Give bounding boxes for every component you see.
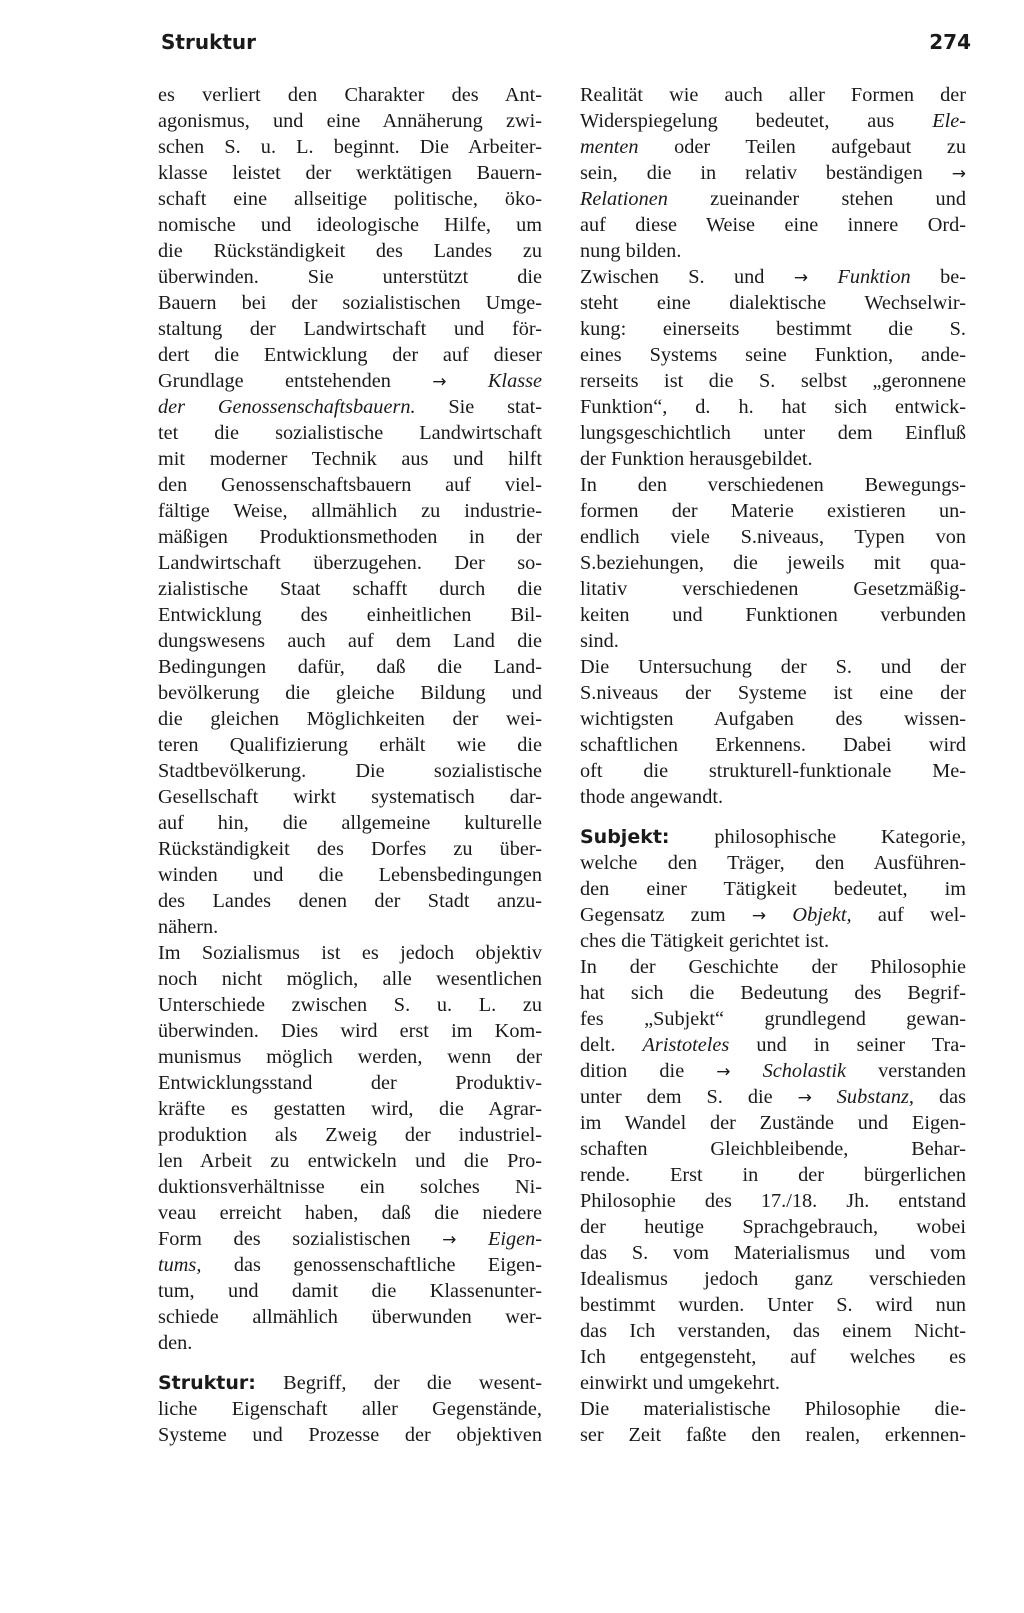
text-line — [580, 446, 966, 472]
text-line — [158, 628, 542, 654]
line-text: mäßigen Produktionsmethoden in der — [158, 526, 542, 548]
text-line — [158, 732, 542, 758]
italic-term: Relationen — [580, 188, 668, 210]
text-line — [580, 420, 966, 446]
text-line — [158, 498, 542, 524]
text-line — [580, 954, 966, 980]
text-line — [580, 82, 966, 108]
text-line — [158, 212, 542, 238]
line-text: lungsgeschichtlich unter dem Einfluß — [580, 422, 966, 444]
line-text: In der Geschichte der Philosophie — [580, 956, 966, 978]
text-line — [580, 1422, 966, 1448]
line-text: Sie stat- — [448, 396, 543, 418]
text-line — [158, 940, 542, 966]
text-line — [158, 992, 542, 1018]
text-line — [580, 186, 966, 212]
text-line — [158, 134, 542, 160]
text-line — [580, 1396, 966, 1422]
line-text: auf hin, die allgemeine kulturelle — [158, 812, 542, 834]
line-text: bestimmt wurden. Unter S. wird nun — [580, 1294, 966, 1316]
line-text: Landwirtschaft überzugehen. Der so- — [158, 552, 542, 574]
line-text: die gleichen Möglichkeiten der wei- — [158, 708, 542, 730]
line-text: winden und die Lebensbedingungen — [158, 864, 542, 886]
text-line — [158, 1096, 542, 1122]
line-text-tail: auf wel- — [877, 904, 967, 926]
cross-reference-arrow-icon: → — [793, 268, 809, 288]
text-line — [158, 810, 542, 836]
line-text: delt. — [580, 1034, 616, 1056]
text-line — [580, 238, 966, 264]
text-line — [580, 928, 966, 954]
line-text: eines Systems seine Funktion, ande- — [580, 344, 966, 366]
page-number: 274 — [929, 30, 971, 54]
text-line — [580, 1318, 966, 1344]
line-text-tail: verstanden — [878, 1060, 966, 1082]
text-line — [158, 784, 542, 810]
line-text: veau erreicht haben, daß die niedere — [158, 1202, 542, 1224]
italic-term: Objekt, — [792, 904, 852, 926]
running-head: Struktur — [161, 30, 257, 54]
line-text: fältige Weise, allmählich zu industrie- — [158, 500, 542, 522]
line-text: Realität wie auch aller Formen der — [580, 84, 966, 106]
line-text: litativ verschiedenen Gesetzmäßig- — [580, 578, 966, 600]
line-text: Bedingungen dafür, daß die Land- — [158, 656, 542, 678]
line-text: Form des sozialistischen — [158, 1228, 411, 1250]
text-line — [158, 1396, 542, 1422]
text-line — [580, 1214, 966, 1240]
italic-term: Substanz, — [836, 1086, 914, 1108]
line-text: fes „Subjekt“ grundlegend gewan- — [580, 1008, 966, 1030]
entry-gap — [580, 810, 966, 824]
text-line — [158, 238, 542, 264]
text-line — [580, 824, 966, 850]
text-line — [580, 1110, 966, 1136]
text-line — [158, 1044, 542, 1070]
text-line — [580, 160, 966, 186]
cross-reference-arrow-icon: → — [751, 906, 767, 926]
text-line — [580, 980, 966, 1006]
text-line — [158, 1148, 542, 1174]
line-text: schaftlichen Erkennens. Dabei wird — [580, 734, 966, 756]
text-line — [158, 1018, 542, 1044]
line-text: im Wandel der Zustände und Eigen- — [580, 1112, 966, 1134]
line-text: S.beziehungen, die jeweils mit qua- — [580, 552, 966, 574]
line-text: Stadtbevölkerung. Die sozialistische — [158, 760, 542, 782]
line-text: Die Untersuchung der S. und der — [580, 656, 966, 678]
cross-reference-arrow-icon: → — [797, 1088, 812, 1108]
text-line — [580, 264, 966, 290]
line-text: Idealismus jedoch ganz verschieden — [580, 1268, 966, 1290]
italic-term: Eigen- — [487, 1228, 542, 1250]
line-text-tail: be- — [940, 266, 967, 288]
text-line — [580, 628, 966, 654]
text-line — [580, 498, 966, 524]
line-text: duktionsverhältnisse ein solches Ni- — [158, 1176, 542, 1198]
text-line — [580, 550, 966, 576]
text-line — [580, 758, 966, 784]
line-text: schiede allmählich überwunden wer- — [158, 1306, 542, 1328]
text-line — [580, 1032, 966, 1058]
text-line — [158, 966, 542, 992]
line-text: klasse leistet der werktätigen Bauern- — [158, 162, 542, 184]
line-text: staltung der Landwirtschaft und för- — [158, 318, 542, 340]
line-text: ches die Tätigkeit gerichtet ist. — [580, 930, 830, 952]
line-text: oft die strukturell-funktionale Me- — [580, 760, 966, 782]
line-text: keiten und Funktionen verbunden — [580, 604, 966, 626]
line-text: tet die sozialistische Landwirtschaft — [158, 422, 542, 444]
text-line — [158, 1370, 542, 1396]
text-line — [580, 602, 966, 628]
text-line — [580, 342, 966, 368]
italic-term: Aristoteles — [642, 1034, 730, 1056]
text-line — [580, 680, 966, 706]
text-line — [580, 1084, 966, 1110]
line-text: Gegensatz zum — [580, 904, 726, 926]
line-text: S.niveaus der Systeme ist eine der — [580, 682, 966, 704]
line-text: endlich viele S.niveaus, Typen von — [580, 526, 966, 548]
line-text-tail: und in seiner Tra- — [756, 1034, 966, 1056]
line-text: welche den Träger, den Ausführen- — [580, 852, 966, 874]
line-text: munismus möglich werden, wenn der — [158, 1046, 542, 1068]
text-line — [580, 1370, 966, 1396]
line-text: der heutige Sprachgebrauch, wobei — [580, 1216, 966, 1238]
text-line — [580, 394, 966, 420]
line-text: thode angewandt. — [580, 786, 724, 808]
cross-reference-arrow-icon: → — [442, 1230, 457, 1250]
text-line — [580, 1006, 966, 1032]
right-column — [580, 82, 966, 1448]
text-line — [580, 732, 966, 758]
italic-term: Funktion — [837, 266, 911, 288]
line-text: unter dem S. die — [580, 1086, 773, 1108]
text-line — [158, 1330, 542, 1356]
text-line — [580, 1292, 966, 1318]
line-text: dert die Entwicklung der auf dieser — [158, 344, 542, 366]
line-text: dition die — [580, 1060, 685, 1082]
entry-headword: Struktur: — [158, 1372, 256, 1394]
text-line — [158, 550, 542, 576]
text-line — [158, 706, 542, 732]
text-line — [580, 290, 966, 316]
line-text: Entwicklung des einheitlichen Bil- — [158, 604, 542, 626]
text-line — [580, 876, 966, 902]
line-text: Entwicklungsstand der Produktiv- — [158, 1072, 542, 1094]
text-line — [580, 902, 966, 928]
line-text: oder Teilen aufgebaut zu — [674, 136, 966, 158]
line-text: liche Eigenschaft aller Gegenstände, — [158, 1398, 542, 1420]
line-text: rerseits ist die S. selbst „geronnene — [580, 370, 966, 392]
text-line — [158, 290, 542, 316]
text-line — [158, 1252, 542, 1278]
text-line — [580, 784, 966, 810]
page-header — [161, 30, 971, 66]
text-line — [580, 134, 966, 160]
text-line — [158, 680, 542, 706]
text-line — [580, 1058, 966, 1084]
text-line — [158, 1200, 542, 1226]
italic-term: der Genossenschaftsbauern. — [158, 396, 416, 418]
line-text: Im Sozialismus ist es jedoch objektiv — [158, 942, 542, 964]
line-text: Ich entgegensteht, auf welches es — [580, 1346, 966, 1368]
entry-headword: Subjekt: — [580, 826, 670, 848]
cross-reference-arrow-icon: → — [951, 164, 967, 184]
text-line — [580, 368, 966, 394]
text-line — [158, 446, 542, 472]
line-text: Zwischen S. und — [580, 266, 765, 288]
line-text: philosophische Kategorie, — [714, 826, 966, 848]
line-text: dungswesens auch auf dem Land die — [158, 630, 542, 652]
line-text: sein, die in relativ beständigen — [580, 162, 923, 184]
line-text: das genossenschaftliche Eigen- — [233, 1254, 542, 1276]
line-text: Funktion“, d. h. hat sich entwick- — [580, 396, 966, 418]
text-line — [580, 1344, 966, 1370]
text-line — [158, 472, 542, 498]
text-line — [158, 1122, 542, 1148]
text-line — [158, 1278, 542, 1304]
italic-term: Ele- — [932, 110, 966, 132]
line-text: schaft eine allseitige politische, öko- — [158, 188, 542, 210]
text-line — [158, 108, 542, 134]
text-line — [580, 1240, 966, 1266]
line-text-tail: das — [938, 1086, 966, 1108]
text-line — [158, 914, 542, 940]
text-line — [580, 1266, 966, 1292]
line-text: den einer Tätigkeit bedeutet, im — [580, 878, 966, 900]
line-text: die Rückständigkeit des Landes zu — [158, 240, 542, 262]
line-text: formen der Materie existieren un- — [580, 500, 966, 522]
text-line — [580, 108, 966, 134]
line-text: bevölkerung die gleiche Bildung und — [158, 682, 542, 704]
text-line — [158, 1422, 542, 1448]
text-line — [158, 654, 542, 680]
line-text: Systeme und Prozesse der objektiven — [158, 1424, 542, 1446]
text-line — [580, 706, 966, 732]
text-line — [580, 212, 966, 238]
line-text: überwinden. Sie unterstützt die — [158, 266, 542, 288]
text-line — [158, 576, 542, 602]
line-text: sind. — [580, 630, 619, 652]
text-line — [580, 316, 966, 342]
text-line — [158, 758, 542, 784]
text-line — [158, 836, 542, 862]
text-line — [158, 368, 542, 394]
line-text: Unterschiede zwischen S. u. L. zu — [158, 994, 542, 1016]
text-line — [580, 654, 966, 680]
line-text: Gesellschaft wirkt systematisch dar- — [158, 786, 542, 808]
text-line — [580, 1188, 966, 1214]
line-text: das Ich verstanden, das einem Nicht- — [580, 1320, 966, 1342]
line-text: rende. Erst in der bürgerlichen — [580, 1164, 966, 1186]
line-text: der Funktion herausgebildet. — [580, 448, 813, 470]
line-text: teren Qualifizierung erhält wie die — [158, 734, 542, 756]
text-line — [158, 394, 542, 420]
line-text: das S. vom Materialismus und vom — [580, 1242, 966, 1264]
line-text: einwirkt und umgekehrt. — [580, 1372, 780, 1394]
italic-term: Klasse — [487, 370, 542, 392]
line-text: kräfte es gestatten wird, die Agrar- — [158, 1098, 542, 1120]
line-text: nung bilden. — [580, 240, 682, 262]
line-text: des Landes denen der Stadt anzu- — [158, 890, 542, 912]
line-text: noch nicht möglich, alle wesentlichen — [158, 968, 542, 990]
text-line — [158, 82, 542, 108]
line-text: tum, und damit die Klassenunter- — [158, 1280, 542, 1302]
line-text: es verliert den Charakter des Ant- — [158, 84, 542, 106]
text-line — [580, 576, 966, 602]
line-text: Bauern bei der sozialistischen Umge- — [158, 292, 542, 314]
text-line — [158, 186, 542, 212]
line-text: produktion als Zweig der industriel- — [158, 1124, 542, 1146]
line-text: Rückständigkeit des Dorfes zu über- — [158, 838, 542, 860]
text-line — [158, 160, 542, 186]
text-line — [158, 862, 542, 888]
line-text: In den verschiedenen Bewegungs- — [580, 474, 966, 496]
text-line — [158, 524, 542, 550]
line-text: ser Zeit faßte den realen, erkennen- — [580, 1424, 966, 1446]
text-line — [158, 888, 542, 914]
line-text: zueinander stehen und — [710, 188, 966, 210]
line-text: den. — [158, 1332, 193, 1354]
cross-reference-arrow-icon: → — [432, 372, 447, 392]
text-line — [158, 264, 542, 290]
text-line — [580, 1162, 966, 1188]
line-text: wichtigsten Aufgaben des wissen- — [580, 708, 966, 730]
line-text: schaften Gleichbleibende, Behar- — [580, 1138, 966, 1160]
line-text: zialistische Staat schafft durch die — [158, 578, 542, 600]
left-column — [158, 82, 542, 1448]
line-text: nähern. — [158, 916, 219, 938]
italic-term: Scholastik — [762, 1060, 847, 1082]
entry-gap — [158, 1356, 542, 1370]
line-text: hat sich die Bedeutung des Begrif- — [580, 982, 966, 1004]
line-text: Philosophie des 17./18. Jh. entstand — [580, 1190, 966, 1212]
text-line — [158, 342, 542, 368]
line-text: auf diese Weise eine innere Ord- — [580, 214, 966, 236]
line-text: Begriff, der die wesent- — [283, 1372, 542, 1394]
text-line — [580, 524, 966, 550]
line-text: überwinden. Dies wird erst im Kom- — [158, 1020, 542, 1042]
text-line — [158, 1304, 542, 1330]
line-text: steht eine dialektische Wechselwir- — [580, 292, 966, 314]
line-text: agonismus, und eine Annäherung zwi- — [158, 110, 542, 132]
line-text: kung: einerseits bestimmt die S. — [580, 318, 966, 340]
text-line — [580, 472, 966, 498]
line-text: schen S. u. L. beginnt. Die Arbeiter- — [158, 136, 542, 158]
line-text: len Arbeit zu entwickeln und die Pro- — [158, 1150, 542, 1172]
cross-reference-arrow-icon: → — [716, 1062, 731, 1082]
italic-term: tums, — [158, 1254, 202, 1276]
line-text: mit moderner Technik aus und hilft — [158, 448, 542, 470]
text-line — [158, 420, 542, 446]
line-text: Grundlage entstehenden — [158, 370, 391, 392]
italic-term: menten — [580, 136, 639, 158]
text-line — [580, 850, 966, 876]
line-text: den Genossenschaftsbauern auf viel- — [158, 474, 542, 496]
text-line — [158, 1174, 542, 1200]
text-line — [158, 316, 542, 342]
line-text: Widerspiegelung bedeutet, aus — [580, 110, 895, 132]
text-line — [158, 1226, 542, 1252]
text-line — [158, 1070, 542, 1096]
text-line — [158, 602, 542, 628]
line-text: nomische und ideologische Hilfe, um — [158, 214, 542, 236]
text-line — [580, 1136, 966, 1162]
line-text: Die materialistische Philosophie die- — [580, 1398, 966, 1420]
